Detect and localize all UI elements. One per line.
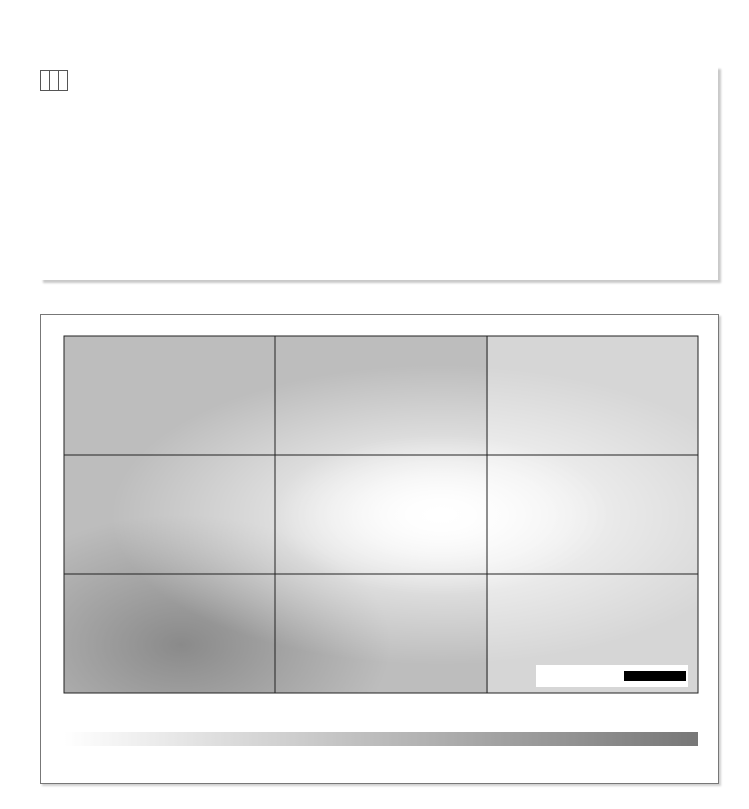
scale-gradient [64,732,698,746]
header-max-diff [59,71,68,91]
table-header-row [41,71,68,91]
datacolor-logo [536,665,688,687]
header-luminance [50,71,59,91]
logo-accent-bar [624,671,686,681]
uniformity-heatmap [41,315,718,783]
uniformity-table [40,70,68,91]
uniformity-chart-panel [40,314,719,784]
header-quadrant [41,71,50,91]
uniformity-table-panel [40,66,718,280]
heatmap-field [41,336,718,775]
